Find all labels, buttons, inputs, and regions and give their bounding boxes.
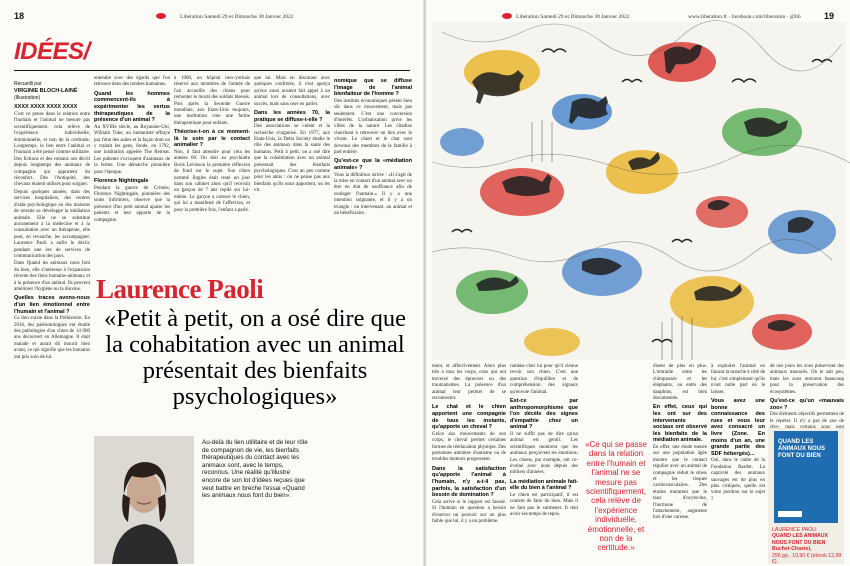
article-column-9 <box>711 364 765 560</box>
book-details: 256 pp., 19,90 € (ebook 12,99 €). <box>772 552 842 566</box>
article-column-4 <box>254 76 330 268</box>
paragraph: de nos jours les zoos préservent des animaux menacés. On le sait peu, mais les zoos œuvrent beaucoup pour la préservation des écosystèmes. <box>770 364 844 395</box>
liberation-logo-mark <box>502 13 512 19</box>
article-column-1 <box>14 112 90 560</box>
book-info <box>772 527 842 565</box>
book-cover-title: QUAND LES ANIMAUX NOUS FONT DU BIEN <box>778 439 826 459</box>
interview-answer: Des associations se créent et la recherche s'organise. En 1977, aux Etats-Unis, la Delta Society étudie le rôle des animaux dans la santé des humains. Petit à petit, on a osé dire que la cohabitation avec un animal présentait des bienfaits psychologiques. C'est un peu comme pour les amis : on ne pense pas aux bienfaits qu'ils nous apportent, on les vit. <box>254 124 330 194</box>
byline <box>14 81 92 111</box>
folio-number-left: 18 <box>14 11 25 21</box>
publisher-logo <box>778 511 802 517</box>
headline: «Petit à petit, on a osé dire que la cohabitation avec un animal présentait des bienfaits psychologiques» <box>103 305 407 410</box>
folio-date-right: Libération Samedi 29 et Dimanche 30 Janvier 2022 <box>516 14 630 20</box>
folio-number-right: 19 <box>824 11 835 21</box>
paragraph: à exploiter l'animal en faisant la manche à côté de lui, c'est simplement qu'ils n'ont nulle part où le laisser. <box>711 364 765 395</box>
folio-date-left: Libération Samedi 29 et Dimanche 30 Janvier 2022 <box>180 14 294 20</box>
article-column-7 <box>510 364 578 560</box>
interview-question: Théorise-t-on à ce moment-là le soin par le contact animalier ? <box>174 129 250 149</box>
book-box <box>768 428 844 564</box>
interview-answer: Oui, dans le cadre de la Fondation Bardot. La captivité des animaux sauvages est de plus en plus critiquée, quelle est votre position sur le sujet ? <box>711 458 765 502</box>
interview-answer: Vous la définition stricte : «Il s'agit de la mise en contact d'un animal avec un être en état de souffrance afin de soulager l'humain.» Il y a une intention soignante, et il y a un triangle : un intervenant, un animal et un bénéficiaire. <box>334 172 412 217</box>
book-title: QUAND LES ANIMAUX NOUS FONT DU BIEN <box>772 533 829 546</box>
book-author: LAURENCE PAOLI <box>772 527 817 533</box>
article-column-6 <box>432 364 506 560</box>
interview-answer: Cela arrive si le rapport est faussé. Si l'humain en question a besoin d'exercer un pouvoir sur un plus faible que lui, il y a un problème. <box>432 499 506 525</box>
interview-question: La médiation animale fait-elle du bien à l'animal ? <box>510 478 578 492</box>
interview-question: Le chat et le chien apportent une compagnie de tous les instants, qu'apporte un cheval ? <box>432 404 506 431</box>
interview-question: Dans les années 70, la pratique se diffuse-t-elle ? <box>254 110 330 123</box>
folio-web: www.liberation.fr · facebook.com/liberation · @lib <box>688 14 801 20</box>
article-column-10 <box>770 364 844 426</box>
paragraph: Des instituts économiques pèsent bien sûr dans ce mouvement, mais pas seulement. C'est une conversion d'intérêts. L'urbanisation prive les villes de la nature. Les citadins cherchent à retrouver un lien avec le vivant. Le chien et le chat sont devenus des membres de la famille à part entière. <box>334 98 412 156</box>
interview-answer: Le chien est participatif, il est content de faire du bien. Mais il ne faut pas le surmener. Il doit avoir ses temps de repos. <box>510 493 578 518</box>
interview-question: Quelles traces avons-nous d'un lien émotionnel entre l'humain et l'animal ? <box>14 295 90 315</box>
interview-answer: Non, il faut attendre pour cela les années 60. On doit au psychiatre Boris Levinson la première réflexion de fond sur le sujet. Son chien nommé Jingles était resté un jour dans son cabinet alors qu'il recevait un garçon de 7 ans replié sur lui-même. Le garçon a caressé le chien, qui lui a manifesté de l'affection, et pour la première fois, l'enfant a parlé. <box>174 150 250 213</box>
interview-question: Quand les hommes commencent-ils à expérimenter les vertus thérapeutiques de la présence d'un animal ? <box>94 90 170 124</box>
left-page <box>0 0 424 566</box>
paragraph: ment, et affectivement. Alors plus très à tous les corps, ceux qui ont traversé des épreuves ou des traumatismes. La présence d'un animal leur permet de se reconnecter. <box>432 364 506 402</box>
paragraph: ramène chez lui pour qu'il vienne revoir son chien. C'est une question d'équilibre et de compréhension des signaux qu'envoie l'animal. <box>510 364 578 395</box>
interview-question: Est-ce par anthropomorphisme que l'on décèle des signes d'empathie chez un animal ? <box>510 398 578 431</box>
paragraph: à 1960, un hôpital new-yorkais réservé aux membres de l'armée de l'air accueille des chiens pour remonter le moral des soldats blessés. Puis après la Seconde Guerre mondiale, aux Etats-Unis toujours, une institution crée une ferme thérapeutique pour enfants. <box>174 76 250 126</box>
article-column-2 <box>94 76 170 268</box>
interview-question: Florence Nightingale <box>94 178 149 185</box>
interview-answer: Des éléments objectifs permettent de le repérer. Il n'y a pas de zoo de <box>770 412 844 424</box>
rubric-divider <box>14 70 410 71</box>
standfirst-caption: Au-delà du lien utilitaire et de leur rôle de compagnon de vie, les bienfaits thérapeutiques du contact avec les animaux sont, avec le temps, reconnus. Une réalité qu'illustre encore de son lot d'idées reçues que veut battre en brèche l'essai «Quand les animaux nous font du bien». <box>202 439 308 500</box>
article-column-3 <box>174 76 250 268</box>
interview-answer: Au XVIIIe siècle, au Royaume-Uni, William Tuke, un humaniste effrayé par l'état des asiles et la façon dont on y traitait les gens, fonde, en 1792, une institution appelée The Retreat. Les patients s'occupent d'animaux de la ferme. Une démarche pionnière pour l'époque. <box>94 124 170 175</box>
author-portrait-photo <box>94 436 194 564</box>
interview-answer: Il ne suffit pas de dire qu'un animal est gentil. Les scientifiques montrent que les animaux perçoivent les émotions. Les chiens, par exemple, ont co-évolué avec nous depuis des milliers d'années. <box>510 432 578 476</box>
interview-question: Vous avez une bonne connaissance des rues et vous leur avez consacré un livre (Zone. En moins d'un an, une grande partie des SDF hébergés)... <box>711 398 765 457</box>
interview-answer: Ce lien existe dans la Préhistoire. En 2016, des paléontologues ont étudié des pathologies d'un chien de 14 000 ans découvert en Allemagne. Il était malade et aurait dû mourir bien avant, ce qui signifie que les humains ont pris soin de lui. <box>14 316 90 360</box>
byline-code: XXXX XXXX XXXX XXXX <box>14 104 78 110</box>
byline-label: Recueilli par <box>14 81 42 87</box>
byline-name: VIRGINIE BLOCH-LAINÉ <box>14 88 78 94</box>
paragraph: Dans Quand les animaux nous font du bien, elle s'intéresse à l'expansion récente des liens humains-animaux et à la présence d'un animal. Ils peuvent améliorer l'hygiène ou la dioxine. <box>14 261 90 292</box>
paragraph: entendre avec des égards que l'on retrouve dans des tombes humaines. <box>94 76 170 88</box>
liberation-logo-mark <box>156 13 166 19</box>
interview-question: Dans la satisfaction qu'apporte l'animal à l'humain, n'y a-t-il pas, parfois, la satisfaction d'un besoin de domination ? <box>432 465 506 499</box>
paragraph: que lui. Mais en discutant avec quelques confrères, il s'est aperçu qu'eux aussi avaient fait appel à un animal lors de consultations, avec succès, mais sans oser en parler. <box>254 76 330 107</box>
paragraph: C'est ce pense dans la relation entre l'humain et l'animal ne mesure pas scientifiquement, cela relève de l'expérience individuelle, émotionnelle, et non de la certitude. Longtemps, le lien entre l'animal et l'humain a été pensé comme utilitaire. Des fictions et des romans ont décrit depuis longtemps des animaux de compagnie qui apportent du réconfort. Dès l'Antiquité, des chevaux étaient utilisés pour soigner. <box>14 112 90 188</box>
interview-question: En effet, ceux qui les ont sur des intervenants sociaux ont observé les bienfaits de la médiation animale. <box>653 404 707 444</box>
interview-answer: En effet, une étude menée sur une population âgée montre que le contact régulier avec un animal de compagnie réduit le stress et les risques cardiovasculaires. Des études montrent que le taux d'ocytocine, l'hormone de l'attachement, augmente lors d'une caresse. <box>653 445 707 521</box>
article-column-5 <box>334 76 412 268</box>
paragraph: disent de plus en plus. L'entraide entre les chimpanzés et les éléphants, ou entre des dauphins, est bien documentée. <box>653 364 707 402</box>
interview-answer: Grâce aux mouvements de son corps, le cheval permet certaines formes de rééducation physique. Des personnes atteintes d'autisme ou de troubles moteurs progressent. <box>432 431 507 463</box>
pull-quote: «Ce qui se passe dans la relation entre l'humain et l'animal ne se mesure pas scientifiquement, cela relève de l'expérience individuelle, émotionnelle, et non de la certitude.» <box>585 440 647 553</box>
book-cover <box>774 431 838 523</box>
paragraph: Depuis quelques années, dans des services hospitaliers, des centres d'aide psychologique ou des maisons de retraite se développe la médiation animale. Elle ne se substitue aucunement à la médecine et à la consultation avec un thérapeute, elle peut, en revanche, les accompagner. Laurence Paoli a enfin le déclic pendant une ère de services de communication des pays. <box>14 189 90 259</box>
interview-answer: Pendant la guerre de Crimée, Florence Nightingale, pionnière des soins infirmiers, observe que la présence d'un petit animal apaise les patients et leur apporte de la compagnie. <box>94 185 170 223</box>
section-rubric: IDÉES/ <box>14 38 90 65</box>
interview-question: Qu'est-ce qu'un «mauvais zoo» ? <box>770 398 844 411</box>
animals-illustration <box>432 22 846 360</box>
article-column-8 <box>653 364 707 560</box>
byline-credit: (Illustration) <box>14 95 41 101</box>
interview-question: nomique que se diffuse l'image de l'animal bienfaiteur de l'homme ? <box>334 78 412 98</box>
interview-question: Qu'est-ce que la «médiation animale» ? <box>334 158 412 172</box>
guest-name: Laurence Paoli <box>96 274 264 304</box>
book-publisher: Buchet-Chastel, <box>772 546 812 553</box>
